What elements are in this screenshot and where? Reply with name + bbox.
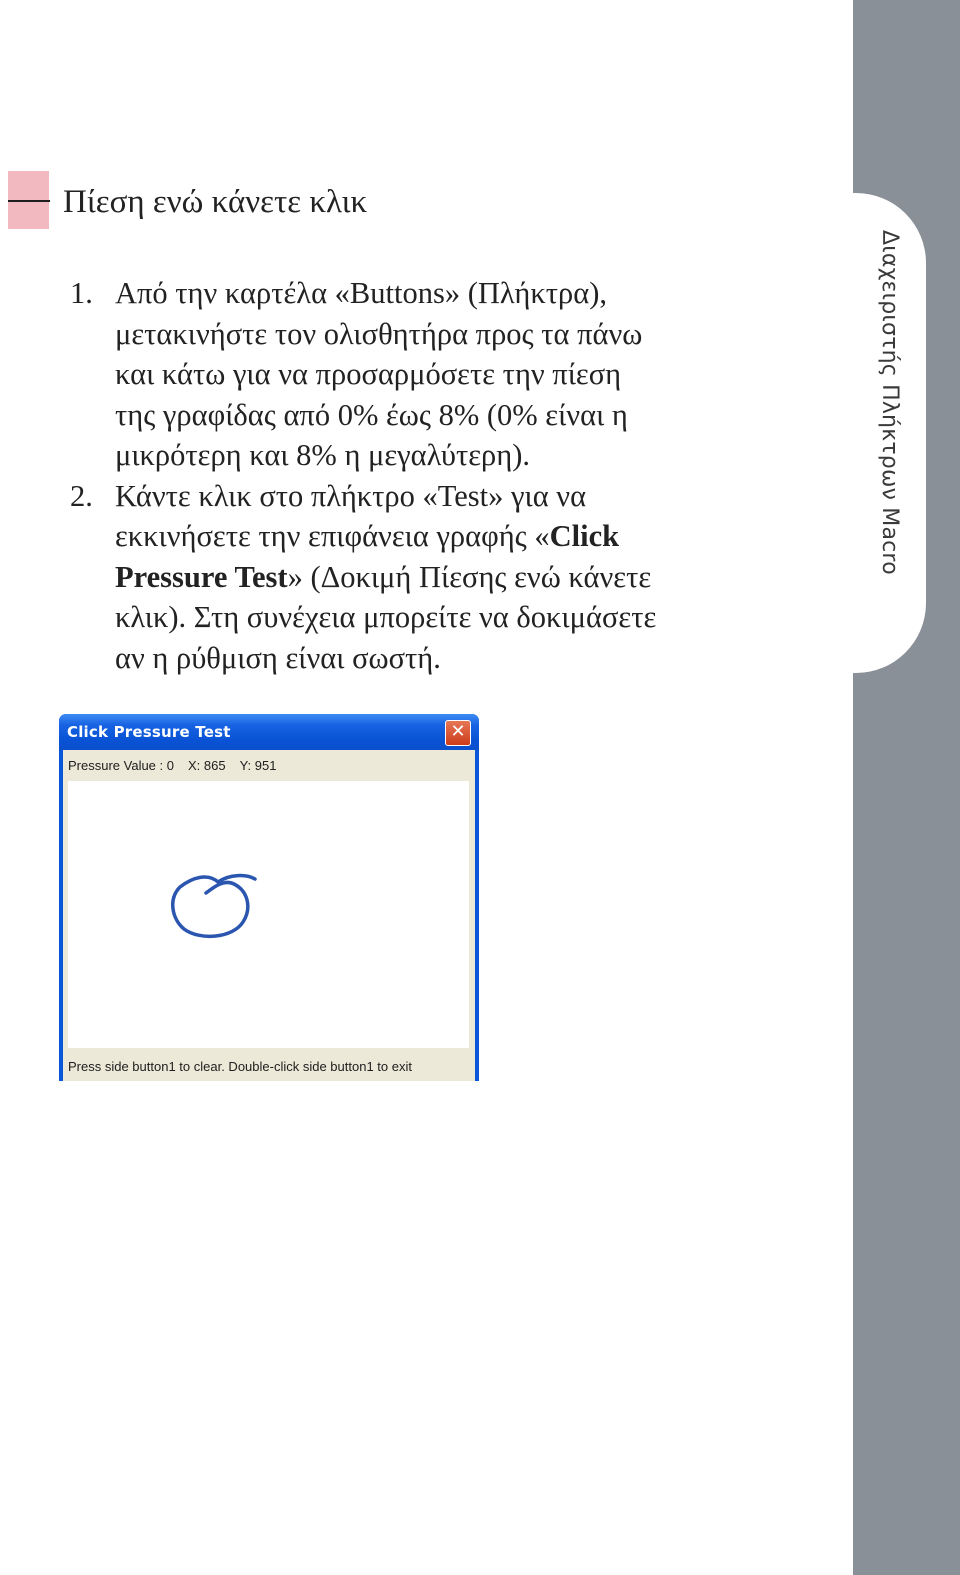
- click-pressure-test-window: [59, 714, 479, 1081]
- pen-stroke-drawing: [68, 781, 469, 1048]
- step-line: της γραφίδας από 0% έως 8% (0% είναι η: [115, 397, 628, 432]
- drawing-canvas[interactable]: [68, 781, 469, 1048]
- footer-hint: Press side button1 to clear. Double-click side button1 to exit: [68, 1059, 412, 1074]
- close-button[interactable]: [445, 720, 471, 746]
- window-client-area: [63, 750, 475, 1081]
- step-line: Κάντε κλικ στο πλήκτρο «Test» για να: [115, 478, 587, 513]
- y-coordinate: Y: 951: [239, 758, 277, 773]
- steps-list: [70, 273, 720, 678]
- step-line: και κάτω για να προσαρμόσετε την πίεση: [115, 357, 622, 391]
- step-line-bold: Pressure Test: [115, 559, 288, 594]
- step-line: [115, 516, 715, 557]
- step-line: Από την καρτέλα «Buttons» (Πλήκτρα),: [115, 276, 607, 310]
- step-line: κλικ). Στη συνέχεια μπορείτε να δοκιμάσετε: [115, 600, 657, 634]
- step-line-part: » (Δοκιμή Πίεσης ενώ κάνετε: [287, 559, 652, 594]
- pressure-value: Pressure Value : 0: [68, 758, 174, 773]
- step-line-part: εκκινήσετε την επιφάνεια γραφής «: [115, 519, 550, 553]
- window-title: Click Pressure Test: [67, 723, 231, 741]
- step-1: [70, 273, 720, 476]
- step-line: μικρότερη και 8% η μεγαλύτερη).: [115, 438, 530, 472]
- close-icon: ✕: [450, 721, 466, 742]
- step-number: 1.: [70, 276, 93, 310]
- step-number: 2.: [70, 478, 93, 513]
- step-2: [70, 476, 720, 679]
- step-text: [115, 476, 715, 679]
- step-line: [115, 557, 715, 598]
- section-heading: Πίεση ενώ κάνετε κλικ: [63, 184, 368, 220]
- x-coordinate: X: 865: [187, 758, 226, 773]
- pressure-status-bar: [68, 758, 290, 773]
- step-line: αν η ρύθμιση είναι σωστή.: [115, 640, 441, 675]
- step-line-bold: Click: [549, 519, 620, 553]
- window-titlebar[interactable]: [59, 714, 479, 750]
- side-tab-label: Διαχειριστής Πλήκτρων Macro: [877, 230, 902, 575]
- step-text: [115, 273, 715, 476]
- pen-stroke: [173, 876, 255, 937]
- step-line: μετακινήστε τον ολισθητήρα προς τα πάνω: [115, 316, 643, 351]
- heading-rule: [8, 200, 50, 202]
